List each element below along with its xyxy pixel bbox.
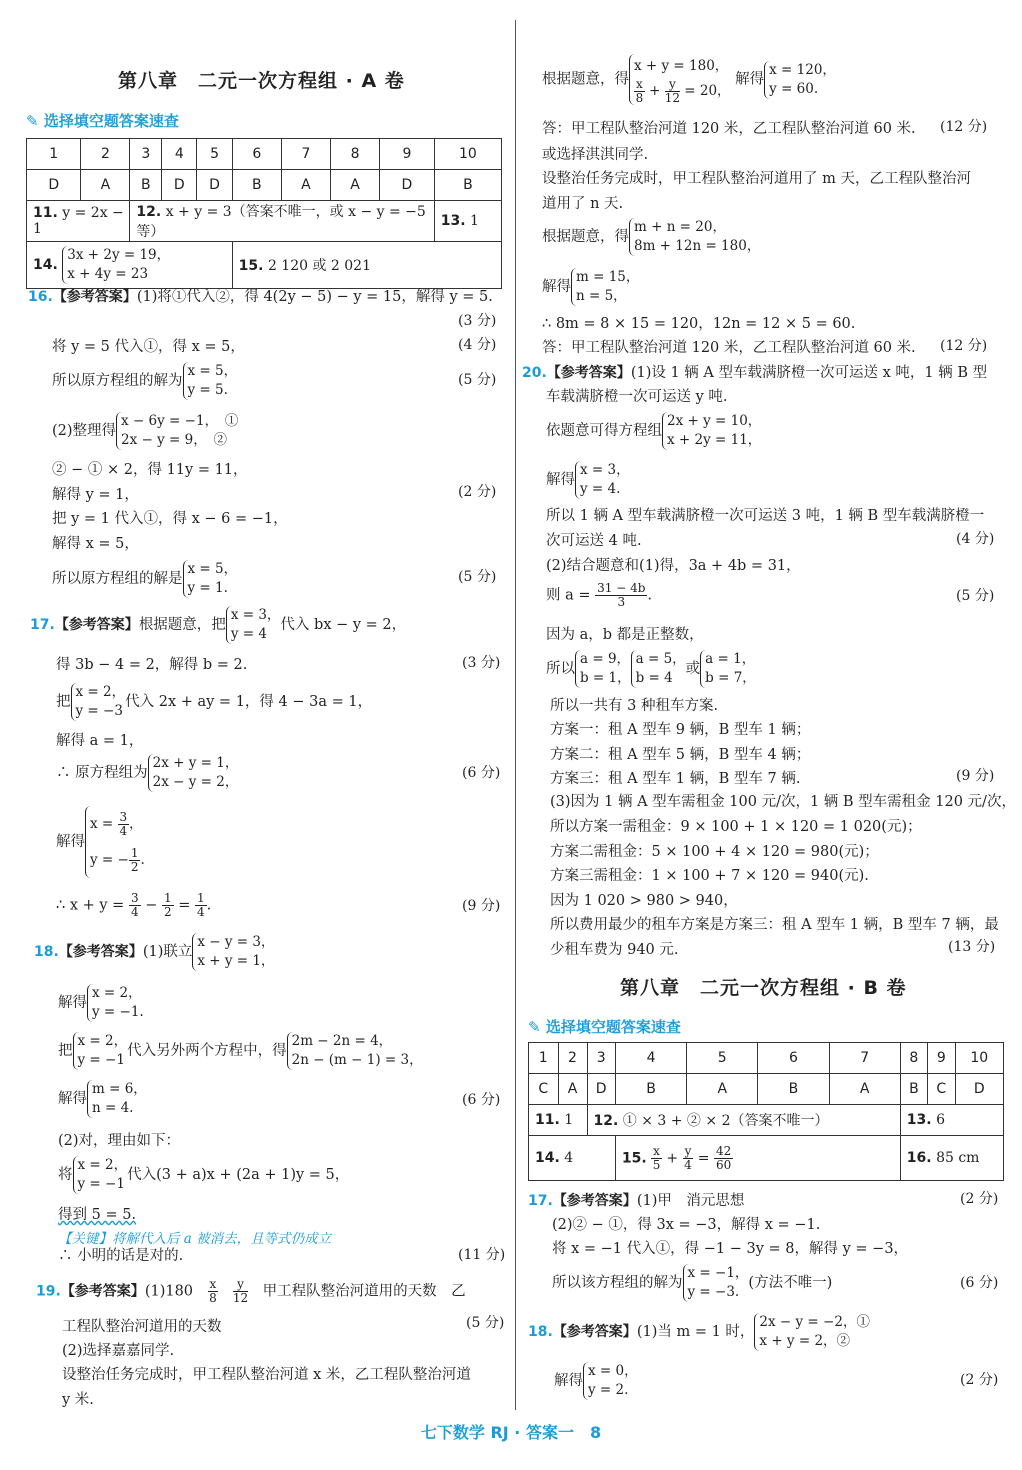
column-divider xyxy=(515,20,516,1410)
q16-line8: 解得 x = 5， xyxy=(52,536,139,552)
q20-line15: (3)因为 1 辆 A 型车需租金 100 元/次，1 辆 B 型车需租金 120 元/次， xyxy=(550,794,1016,810)
table-row xyxy=(529,1105,1004,1136)
score: (3 分) xyxy=(462,655,501,671)
cell: D xyxy=(27,170,81,201)
q16-line1: 16.【参考答案】(1)将①代入②，得 4(2y − 5) − y = 15，解得 y = 5. xyxy=(28,289,493,305)
table-row xyxy=(27,242,502,289)
cell: B xyxy=(232,170,281,201)
table-row xyxy=(529,1136,1004,1181)
cell-11: 11. 1 xyxy=(529,1105,588,1136)
cell: C xyxy=(529,1074,559,1105)
cell: A xyxy=(281,170,330,201)
q18-line1: 18.【参考答案】(1)联立x − y = 3， x + y = 1， xyxy=(34,934,275,969)
score: (3 分) xyxy=(458,313,497,329)
q20-line5: 所以 1 辆 A 型车载满脐橙一次可运送 3 吨，1 辆 B 型车载满脐橙一 xyxy=(546,508,985,524)
score: (4 分) xyxy=(956,531,995,547)
cell: 9 xyxy=(927,1043,955,1074)
cell: D xyxy=(197,170,232,201)
quick-answer-label-b: ✎ 选择填空题答案速查 xyxy=(528,1018,681,1036)
q20-line14: 方案三：租 A 型车 1 辆，B 型车 7 辆. xyxy=(550,771,801,787)
quick-answer-label: ✎ 选择填空题答案速查 xyxy=(26,112,179,130)
q20-line21: 少租车费为 940 元. xyxy=(550,942,679,958)
cell-16: 16. 85 cm xyxy=(900,1136,1003,1181)
cell: 4 xyxy=(615,1043,686,1074)
cell: 4 xyxy=(162,139,197,170)
score: (13 分) xyxy=(948,939,996,955)
cell-15: 15. $\frac{x}{5}$ + $\frac{y}{4}$ = $\frac{42}{60}$ xyxy=(615,1136,900,1181)
cell: D xyxy=(587,1074,615,1105)
cell: 10 xyxy=(434,139,501,170)
score: (2 分) xyxy=(458,484,497,500)
q16-line9: 所以原方程组的解是x = 5， y = 1. xyxy=(52,561,238,596)
table-row-answers xyxy=(529,1074,1004,1105)
q17-line4: 解得 a = 1， xyxy=(56,733,144,749)
cell: 9 xyxy=(380,139,435,170)
cell: 10 xyxy=(955,1043,1003,1074)
table-row xyxy=(27,201,502,242)
table-row-numbers xyxy=(27,139,502,170)
q19c-line8: ∴ 8m = 8 × 15 = 120，12n = 12 × 5 = 60. xyxy=(542,316,856,332)
q20-line8: 则 a = $\frac{31 - 4b}{3}$ . xyxy=(546,581,653,609)
table-row-numbers xyxy=(529,1043,1004,1074)
cell: 3 xyxy=(587,1043,615,1074)
pencil-icon: ✎ xyxy=(26,112,39,130)
score: (5 分) xyxy=(458,569,497,585)
q16-line5: ② − ① × 2，得 11y = 11， xyxy=(52,462,248,478)
q17b-line2: (2)② − ①，得 3x = −3，解得 x = −1. xyxy=(552,1217,821,1233)
cell: 7 xyxy=(829,1043,900,1074)
q19-line3: (2)选择嘉嘉同学. xyxy=(62,1343,175,1359)
key-note: 【关键】将解代入后 a 被消去，且等式仍成立 xyxy=(58,1231,332,1247)
q18-line5: (2)对，理由如下： xyxy=(58,1133,181,1149)
cell: D xyxy=(380,170,435,201)
q20-line10: 所以a = 9， b = 1，a = 5， b = 4或a = 1， b = 7， xyxy=(546,651,756,686)
q20-line13: 方案二：租 A 型车 5 辆，B 型车 4 辆； xyxy=(550,747,811,763)
cell: A xyxy=(829,1074,900,1105)
q17-line1: 17.【参考答案】根据题意，把x = 3， y = 4代入 bx − y = 2， xyxy=(30,607,407,642)
q20-line9: 因为 a，b 都是正整数， xyxy=(546,627,704,643)
cell: B xyxy=(900,1074,927,1105)
q19c-line2: 答：甲工程队整治河道 120 米，乙工程队整治河道 60 米. xyxy=(542,121,916,137)
cell-13: 13. 6 xyxy=(900,1105,1003,1136)
q20-line20: 所以费用最少的租车方案是方案三：租 A 型车 1 辆，B 型车 7 辆，最 xyxy=(550,917,999,933)
score: (5 分) xyxy=(466,1315,505,1331)
q19-line5: y 米. xyxy=(62,1392,94,1408)
cell: 2 xyxy=(81,139,130,170)
cell: A xyxy=(81,170,130,201)
q18-line3: 把x = 2， y = −1代入另外两个方程中，得2m − 2n = 4， 2n − (m − 1) = 3， xyxy=(58,1033,423,1068)
cell: 3 xyxy=(130,139,162,170)
cell: A xyxy=(331,170,380,201)
cell-12: 12. x + y = 3（答案不唯一，或 x − y = −5 等） xyxy=(130,201,434,242)
cell: 7 xyxy=(281,139,330,170)
cell: 6 xyxy=(758,1043,829,1074)
cell: 8 xyxy=(331,139,380,170)
cell-15: 15. 2 120 或 2 021 xyxy=(232,242,501,289)
table-row-answers xyxy=(27,170,502,201)
q20-line19: 因为 1 020 > 980 > 940， xyxy=(550,893,738,909)
cell: D xyxy=(955,1074,1003,1105)
score: (9 分) xyxy=(956,768,995,784)
q17-line6: 解得x = $\frac{3}{4}$ ， y = − $\frac{1}{2}$ . xyxy=(56,806,145,878)
cell: 5 xyxy=(197,139,232,170)
q20-line12: 方案一：租 A 型车 9 辆，B 型车 1 辆； xyxy=(550,722,811,738)
cell: D xyxy=(162,170,197,201)
score: (6 分) xyxy=(462,1092,501,1108)
score: (9 分) xyxy=(462,898,501,914)
score: (4 分) xyxy=(458,337,497,353)
q18-line8: ∴ 小明的话是对的. xyxy=(58,1248,184,1264)
q19c-line7: 解得m = 15， n = 5， xyxy=(542,269,640,304)
score: (5 分) xyxy=(956,588,995,604)
cell: B xyxy=(434,170,501,201)
cell: A xyxy=(687,1074,758,1105)
q19-line4: 设整治任务完成时，甲工程队整治河道 x 米，乙工程队整治河道 xyxy=(62,1367,471,1383)
q19c-line6: 根据题意，得m + n = 20， 8m + 12n = 180， xyxy=(542,219,761,254)
cell: 2 xyxy=(558,1043,587,1074)
q20-line6: 次可运送 4 吨. xyxy=(546,533,642,549)
q16-line7: 把 y = 1 代入①，得 x − 6 = −1， xyxy=(52,511,288,527)
q20-line2: 车载满脐橙一次可运送 y 吨. xyxy=(546,389,728,405)
q18-line2: 解得x = 2， y = −1. xyxy=(58,985,144,1020)
q19-line1: 19.【参考答案】(1)180 $\frac{x}{8}$ $\frac{y}{12}$ 甲工程队整治河道用的天数 乙 xyxy=(36,1277,466,1305)
q20-line4: 解得x = 3， y = 4. xyxy=(546,462,630,497)
q17-line5: ∴ 原方程组为2x + y = 1， 2x − y = 2， xyxy=(56,755,239,790)
section-title-b: 第八章 二元一次方程组 · B 卷 xyxy=(620,977,907,999)
cell: A xyxy=(558,1074,587,1105)
q18-line4: 解得m = 6， n = 4. xyxy=(58,1081,147,1116)
q17-line7: ∴ x + y = $\frac{3}{4}$ − $\frac{1}{2}$ = $\frac{1}{4}$ . xyxy=(56,891,212,919)
q19c-line1: 根据题意，得x + y = 180， $\frac{x}{8}$ + $\frac{y}{12}$ = 20， 解得x = 120， y = 60. xyxy=(542,54,836,105)
cell: B xyxy=(758,1074,829,1105)
cell: 6 xyxy=(232,139,281,170)
q19c-line4: 设整治任务完成时，甲工程队整治河道用了 m 天，乙工程队整治河 xyxy=(542,171,971,187)
page-footer: 七下数学 RJ · 答案一 8 xyxy=(420,1423,602,1442)
cell: 8 xyxy=(900,1043,927,1074)
q17b-line1: 17.【参考答案】(1)甲 消元思想 xyxy=(528,1193,745,1209)
cell-11: 11. y = 2x − 1 xyxy=(27,201,130,242)
cell-14: 14. 3x + 2y = 19， x + 4y = 23 xyxy=(27,242,233,289)
answer-table-b xyxy=(528,1042,1004,1181)
pencil-icon: ✎ xyxy=(528,1018,541,1036)
q18-line6: 将x = 2， y = −1代入(3 + a)x + (2a + 1)y = 5， xyxy=(58,1157,350,1192)
score: (12 分) xyxy=(940,119,988,135)
q17b-line4: 所以该方程组的解为x = −1， y = −3.(方法不唯一) xyxy=(552,1265,833,1300)
q20-line16: 所以方案一需租金：9 × 100 + 1 × 120 = 1 020(元)； xyxy=(550,819,922,835)
score: (2 分) xyxy=(960,1372,999,1388)
score: (6 分) xyxy=(960,1275,999,1291)
cell-14: 14. 4 xyxy=(529,1136,616,1181)
q20-line7: (2)结合题意和(1)得，3a + 4b = 31， xyxy=(546,558,801,574)
q16-line6: 解得 y = 1， xyxy=(52,487,139,503)
score: (5 分) xyxy=(458,372,497,388)
section-title-a: 第八章 二元一次方程组 · A 卷 xyxy=(118,70,405,92)
q18b-line2: 解得x = 0， y = 2. xyxy=(554,1363,638,1398)
q20-line17: 方案二需租金：5 × 100 + 4 × 120 = 980(元)； xyxy=(550,844,879,860)
q17-line3: 把x = 2， y = −3代入 2x + ay = 1，得 4 − 3a = 1， xyxy=(56,684,373,719)
q20-line3: 依题意可得方程组2x + y = 10， x + 2y = 11， xyxy=(546,413,762,448)
q19c-line5: 道用了 n 天. xyxy=(542,196,624,212)
q18-line7: 得到 5 = 5. xyxy=(58,1207,137,1223)
cell: 5 xyxy=(687,1043,758,1074)
score: (11 分) xyxy=(458,1247,506,1263)
cell-12: 12. ① × 3 + ② × 2（答案不唯一） xyxy=(587,1105,900,1136)
cell-13: 13. 1 xyxy=(434,201,501,242)
q16-line2: 将 y = 5 代入①，得 x = 5， xyxy=(52,339,245,355)
cell: B xyxy=(130,170,162,201)
cell: B xyxy=(615,1074,686,1105)
answer-table-a xyxy=(26,138,502,289)
q19c-line9: 答：甲工程队整治河道 120 米，乙工程队整治河道 60 米. xyxy=(542,340,916,356)
cell: 1 xyxy=(27,139,81,170)
q20-line18: 方案三需租金：1 × 100 + 7 × 120 = 940(元). xyxy=(550,868,869,884)
q16-line4: (2)整理得x − 6y = −1， ① 2x − y = 9， ② xyxy=(52,413,239,448)
q20-line1: 20.【参考答案】(1)设 1 辆 A 型车载满脐橙一次可运送 x 吨，1 辆 B 型 xyxy=(522,365,988,381)
q18b-line1: 18.【参考答案】(1)当 m = 1 时，2x − y = −2，① x + y = 2，② xyxy=(528,1314,870,1349)
score: (2 分) xyxy=(960,1191,999,1207)
q19-line2: 工程队整治河道用的天数 xyxy=(62,1319,222,1335)
q19c-line3: 或选择淇淇同学. xyxy=(542,147,649,163)
cell: C xyxy=(927,1074,955,1105)
q16-line3: 所以原方程组的解为x = 5， y = 5. xyxy=(52,363,238,398)
score: (12 分) xyxy=(940,338,988,354)
q17b-line3: 将 x = −1 代入①，得 −1 − 3y = 8，解得 y = −3， xyxy=(552,1241,909,1257)
cell: 1 xyxy=(529,1043,559,1074)
q20-line11: 所以一共有 3 种租车方案. xyxy=(550,698,719,714)
score: (6 分) xyxy=(462,765,501,781)
q17-line2: 得 3b − 4 = 2，解得 b = 2. xyxy=(56,657,248,673)
